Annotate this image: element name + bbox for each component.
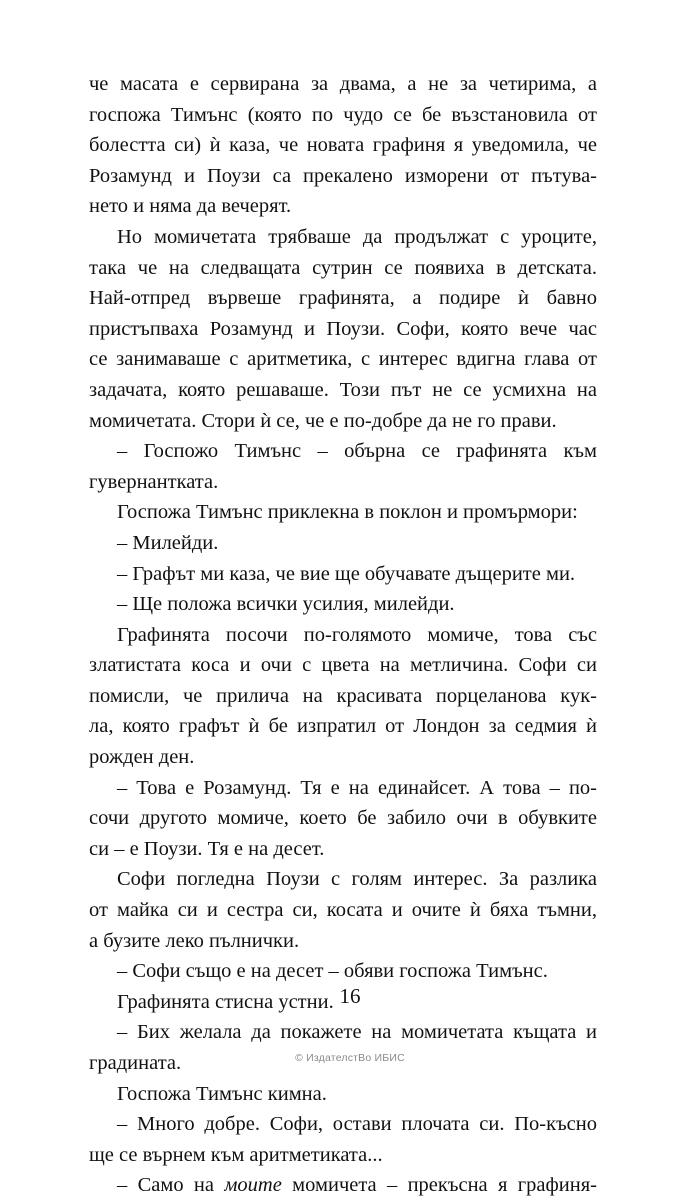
- text-line: нето и няма да вечерят.: [89, 195, 292, 218]
- text-line: сочи другото момиче, което бе забило очи в обувките: [89, 807, 597, 830]
- text-line: така че на следващата сутрин се появиха в детската.: [89, 256, 597, 279]
- text-line: Софи погледна Поузи с голям интерес. За разлика: [117, 868, 597, 891]
- text-line: госпожа Тимънс (която по чудо се бе възстановила от: [89, 103, 597, 126]
- text-line: – Това е Розамунд. Тя е на единайсет. А това – по-: [117, 776, 597, 799]
- text-line: се занимаваше с аритметика, с интерес вдигна глава от: [89, 348, 597, 371]
- text-line: – Бих желала да покажете на момичетата къщата и: [117, 1021, 597, 1044]
- text-line: че масата е сервирана за двама, а не за четирима, а: [89, 73, 597, 95]
- text-line: ще се върнем към аритметиката...: [89, 1143, 383, 1166]
- text-line: ла, която графът ѝ бе изпратил от Лондон за седмия ѝ: [89, 715, 597, 738]
- text-line: си – е Поузи. Тя е на десет.: [89, 837, 325, 860]
- text-line: гувернантката.: [89, 470, 219, 493]
- text-line: – Госпожо Тимънс – обърна се графинята към: [117, 440, 597, 463]
- text-line: Най-отпред вървеше графинята, а подире ѝ бавно: [89, 287, 597, 310]
- text-line: пристъпваха Розамунд и Поузи. Софи, която вече час: [89, 317, 597, 340]
- text-line: Но момичетата трябваше да продължат с уроците,: [117, 225, 597, 248]
- text-segment: – Само на: [117, 1174, 225, 1197]
- text-line: помисли, че прилича на красивата порцеланова кук-: [89, 684, 597, 707]
- text-line: – Ще положа всички усилия, милейди.: [117, 593, 455, 616]
- page-body: [89, 69, 597, 1201]
- emphasized-word: моите: [224, 1174, 282, 1197]
- text-line: – Софи също е на десет – обяви госпожа Тимънс.: [117, 960, 548, 983]
- text-line: Графинята стисна устни.: [117, 990, 334, 1013]
- text-line: задачата, която решаваше. Този път не се усмихна на: [89, 378, 597, 401]
- text-line: а бузите леко пълнички.: [89, 929, 300, 952]
- text-line: – Много добре. Софи, остави плочата си. По-късно: [117, 1113, 597, 1136]
- text-segment: момичета – прекъсна я графиня-: [281, 1174, 597, 1197]
- text-line: Госпожа Тимънс кимна.: [117, 1082, 327, 1105]
- text-line: – Графът ми каза, че вие ще обучавате дъщерите ми.: [117, 562, 576, 585]
- text-line: момичетата. Стори ѝ се, че е по-добре да не го прави.: [89, 409, 557, 432]
- text-line: златистата коса и очи с цвета на метличина. Софи си: [89, 654, 597, 677]
- text-line: рожден ден.: [89, 746, 195, 769]
- text-line: от майка си и сестра си, косата и очите ѝ бяха тъмни,: [89, 899, 597, 922]
- text-line: градината.: [89, 1052, 182, 1074]
- text-line: Розамунд и Поузи са прекалено изморени от пътува-: [89, 164, 597, 187]
- text-line: болестта си) ѝ каза, че новата графиня я уведомила, че: [89, 134, 597, 157]
- page-number: 16: [339, 984, 361, 1008]
- text-line: Графинята посочи по-голямото момиче, това със: [117, 623, 597, 646]
- text-line: Госпожа Тимънс приклекна в поклон и промърмори:: [117, 501, 578, 524]
- text-line-final: [89, 1170, 597, 1201]
- publisher-footer: © ИздателстВо ИБИС: [295, 1052, 405, 1064]
- text-line: – Милейди.: [117, 531, 219, 554]
